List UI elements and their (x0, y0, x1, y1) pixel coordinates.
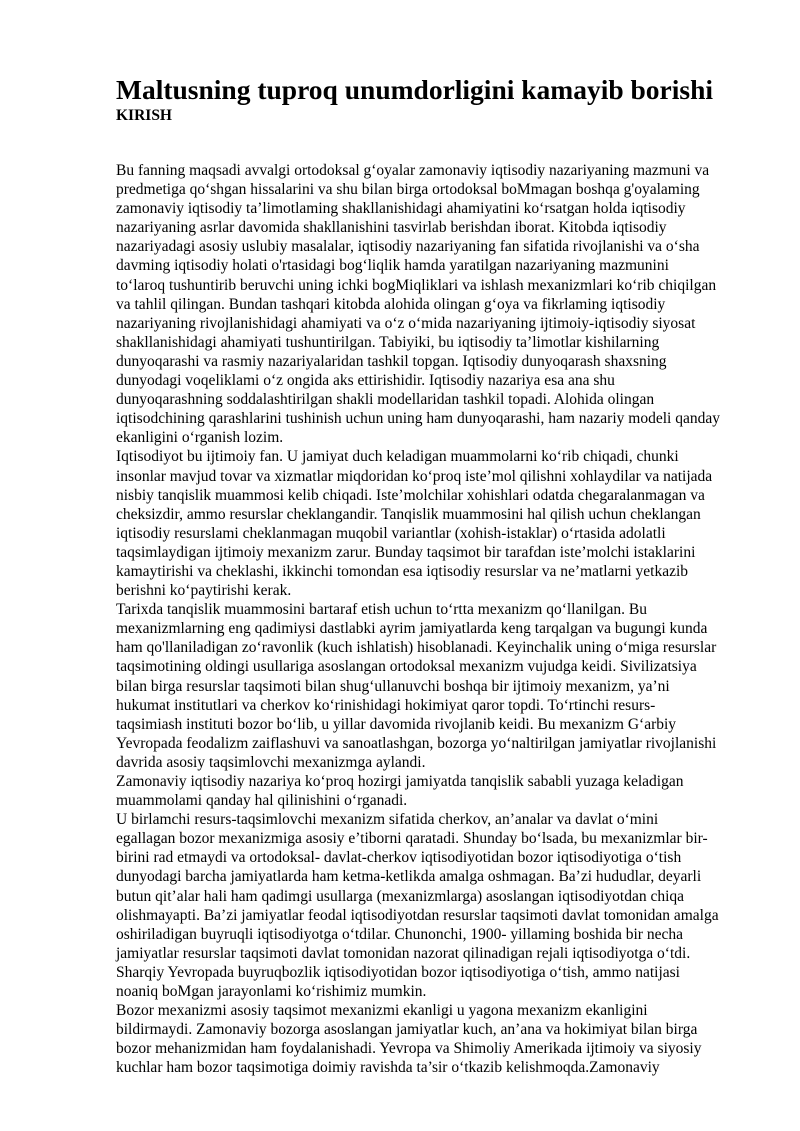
paragraph: Bu fanning maqsadi avvalgi ortodoksal g‘oyalar zamonaviy iqtisodiy nazariyaning mazmuni va predmetiga qo‘shgan hissalarini va shu bilan birga ortodoksal boMmagan boshqa g'oyalaming zamonaviy iqtisodiy ta’limotlaming shakllanishidagi ahamiyatini ko‘rsatgan holda iqtisodiy nazariyaning asrlar davomida shakllanishini tasvirlab berishdan iborat. Kitobda iqtisodiy nazariyadagi asosiy uslubiy masalalar, iqtisodiy nazariyaning fan sifatida rivojlanishi va o‘sha davming iqtisodiy holati o'rtasidagi bog‘liqlik hamda yaratilgan nazariyaning mazmunini to‘laroq tushuntirib beruvchi uning ichki bogMiqliklari va ishlash mexanizmlari ko‘rib chiqilgan va tahlil qilingan. Bundan tashqari kitobda alohida olingan g‘oya va fikrlaming iqtisodiy nazariyaning rivojlanishidagi ahamiyati va o‘z o‘mida nazariyaning ijtimoiy-iqtisodiy siyosat shakllanishidagi ahamiyati tushuntirilgan. Tabiyiki, bu iqtisodiy ta’limotlar kishilarning dunyoqarashi va rasmiy nazariyalaridan tashkil topgan. Iqtisodiy dunyoqarash shaxsning dunyodagi voqeliklami o‘z ongida aks ettirishidir. Iqtisodiy nazariya esa ana shu dunyoqarashning soddalashtirilgan shakli modellaridan tashkil topadi. Alohida olingan iqtisodchining qarashlarini tushinish uchun uning ham dunyoqarashi, ham nazariy modeli qanday ekanligini o‘rganish lozim. (116, 162, 720, 447)
document-body (116, 161, 744, 1078)
paragraph: Iqtisodiyot bu ijtimoiy fan. U jamiyat duch keladigan muammolarni ko‘rib chiqadi, chunki insonlar mavjud tovar va xizmatlar miqdoridan ko‘proq iste’mol qilishni xohlaydilar va natijada nisbiy tanqislik muammosi kelib chiqadi. Iste’molchilar xohishlari odatda chegaralanmagan va cheksizdir, ammo resurslar cheklangandir. Tanqislik muammosini hal qilish uchun cheklangan iqtisodiy resurslami cheklanmagan muqobil variantlar (xohish-istaklar) o‘rtasida adolatli taqsimlaydigan ijtimoiy mexanizm zarur. Bunday taqsimot bir tarafdan iste’molchi istaklarini kamaytirishi va cheklashi, ikkinchi tomondan esa iqtisodiy resurslar va ne’matlarni yetkazib berishni ko‘paytirishi kerak. (116, 448, 713, 600)
paragraph: U birlamchi resurs-taqsimlovchi mexanizm sifatida cherkov, an’analar va davlat o‘mini egallagan bozor mexanizmiga asosiy e’tiborni qaratadi. Shunday bo‘lsada, bu mexanizmlar bir- birini rad etmaydi va ortodoksal- davlat-cherkov iqtisodiyotidan bozor iqtisodiyotiga o‘tish dunyodagi barcha jamiyatlarda ham ketma-ketlikda amalga oshmagan. Ba’zi hududlar, deyarli butun qit’alar hali ham qadimgi usullarga (mexanizmlarga) asoslangan iqtisodiyotdan chiqa olishmayapti. Ba’zi jamiyatlar feodal iqtisodiyotdan resurslar taqsimoti davlat tomonidan amalga oshiriladigan buyruqli iqtisodiyotga o‘tdilar. Chunonchi, 1900- yillaming boshida bir necha jamiyatlar resurslar taqsimoti davlat tomonidan nazorat qilinadigan rejali iqtisodiyotga o‘tdi. Sharqiy Yevropada buyruqbozlik iqtisodiyotidan bozor iqtisodiyotiga o‘tish, ammo natijasi noaniq boMgan jarayonlami ko‘rishimiz mumkin. (116, 811, 719, 1001)
paragraph: Zamonaviy iqtisodiy nazariya ko‘proq hozirgi jamiyatda tanqislik sababli yuzaga keladigan muammolami qanday hal qilinishini o‘rganadi. (116, 773, 684, 810)
document-page (116, 74, 744, 1078)
paragraph: Bozor mexanizmi asosiy taqsimot mexanizmi ekanligi u yagona mexanizm ekanligini bildirmaydi. Zamonaviy bozorga asoslangan jamiyatlar kuch, an’ana va hokimiyat bilan birga bozor mehanizmidan ham foydalanishadi. Yevropa va Shimoliy Amerikada ijtimoiy va siyosiy kuchlar ham bozor taqsimotiga doimiy ravishda ta’sir o‘tkazib kelishmoqda.Zamonaviy (116, 1002, 702, 1077)
paragraph: Tarixda tanqislik muammosini bartaraf etish uchun to‘rtta mexanizm qo‘llanilgan. Bu mexanizmlarning eng qadimiysi dastlabki ayrim jamiyatlarda keng tarqalgan va bugungi kunda ham qo'llaniladigan zo‘ravonlik (kuch ishlatish) hisoblanadi. Keyinchalik uning o‘miga resurslar taqsimotining oldingi usullariga asoslangan ortodoksal mexanizm vujudga keidi. Sivilizatsiya bilan birga resurslar taqsimoti bilan shug‘ullanuvchi boshqa bir ijtimoiy mexanizm, ya’ni hukumat institutlari va cherkov ko‘rinishidagi hokimiyat qaror topdi. To‘rtinchi resurs- taqsimiash instituti bozor bo‘lib, u yillar davomida rivojlanib keidi. Bu mexanizm G‘arbiy Yevropada feodalizm zaiflashuvi va sanoatlashgan, bozorga yo‘naltirilgan jamiyatlar rivojlanishi davrida asosiy taqsimlovchi mexanizmga aylandi. (116, 601, 717, 771)
section-heading: KIRISH (116, 107, 172, 124)
document-title: Maltusning tuproq unumdorligini kamayib borishi (116, 74, 714, 105)
